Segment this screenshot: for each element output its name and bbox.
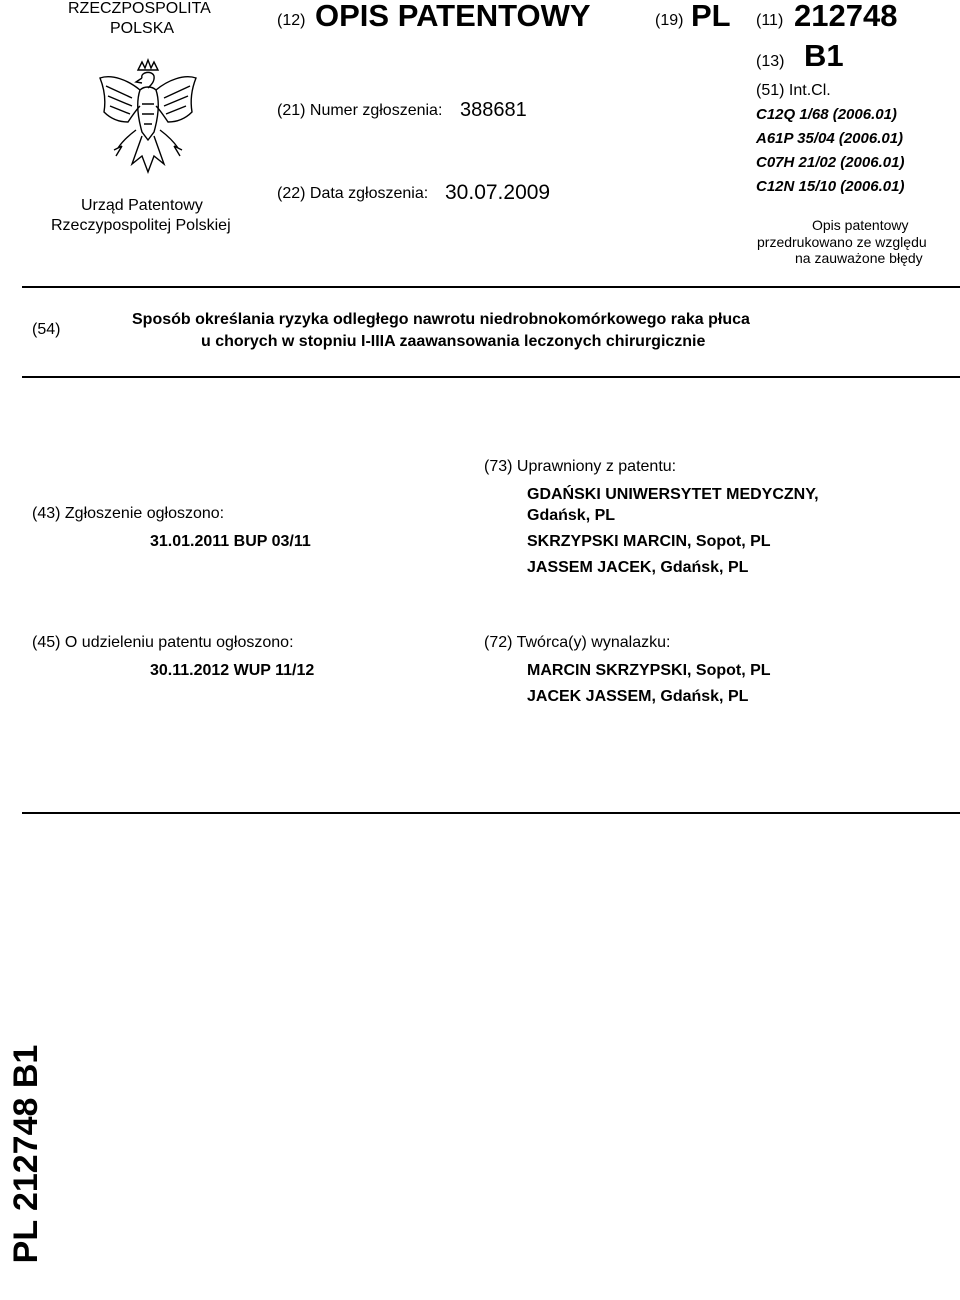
title-code: (54) [32,321,61,338]
app-date-label: (22) Data zgłoszenia: [277,185,429,202]
country-code: PL [691,0,731,33]
intcl-label: (51) Int.Cl. [756,82,831,99]
inventor-line-2: JACEK JASSEM, Gdańsk, PL [527,688,749,705]
eagle-emblem-icon [92,56,204,180]
title-line1: Sposób określania ryzyka odległego nawrotu niedrobnokomórkowego raka płuca [132,311,750,328]
reprint-note-line3: na zauważone błędy [795,250,923,266]
proprietor-line-3: SKRZYPSKI MARCIN, Sopot, PL [527,533,771,550]
app-number: 388681 [460,99,527,121]
classification-3: C07H 21/02 (2006.01) [756,154,905,171]
inventor-line-1: MARCIN SKRZYPSKI, Sopot, PL [527,662,771,679]
proprietor-label: (73) Uprawniony z patentu: [484,458,677,475]
application-published-label: (43) Zgłoszenie ogłoszono: [32,505,225,522]
reprint-note-line2: przedrukowano ze względu [757,234,927,250]
proprietor-line-1: GDAŃSKI UNIWERSYTET MEDYCZNY, [527,486,819,503]
proprietor-line-4: JASSEM JACEK, Gdańsk, PL [527,559,749,576]
reprint-note-line1: Opis patentowy [812,217,909,233]
title-line2: u chorych w stopniu I-IIIA zaawansowania leczonych chirurgicznie [201,333,706,350]
doc-type: OPIS PATENTOWY [315,0,591,33]
side-label: PL 212748 B1 [7,1044,45,1264]
office-line2: Rzeczypospolitej Polskiej [51,217,231,234]
country-code-label: (19) [655,12,684,29]
app-date: 30.07.2009 [445,181,551,204]
classification-4: C12N 15/10 (2006.01) [756,178,905,195]
country-line2: POLSKA [110,20,175,37]
divider-bottom [22,812,960,814]
office-line1: Urząd Patentowy [81,197,203,214]
inventors-label: (72) Twórca(y) wynalazku: [484,634,671,651]
proprietor-line-2: Gdańsk, PL [527,507,616,524]
doc-type-code: (12) [277,12,306,29]
country-line1: RZECZPOSPOLITA [68,0,211,17]
grant-published-value: 30.11.2012 WUP 11/12 [150,662,315,679]
divider-top [22,286,960,288]
kind: B1 [804,38,844,73]
patent-number: 212748 [794,0,898,33]
patent-number-label: (11) [756,12,784,29]
divider-title [22,376,960,378]
classification-1: C12Q 1/68 (2006.01) [756,106,897,123]
kind-label: (13) [756,53,785,70]
classification-2: A61P 35/04 (2006.01) [756,130,904,147]
app-number-label: (21) Numer zgłoszenia: [277,102,443,119]
grant-published-label: (45) O udzieleniu patentu ogłoszono: [32,634,294,651]
application-published-value: 31.01.2011 BUP 03/11 [150,533,311,550]
